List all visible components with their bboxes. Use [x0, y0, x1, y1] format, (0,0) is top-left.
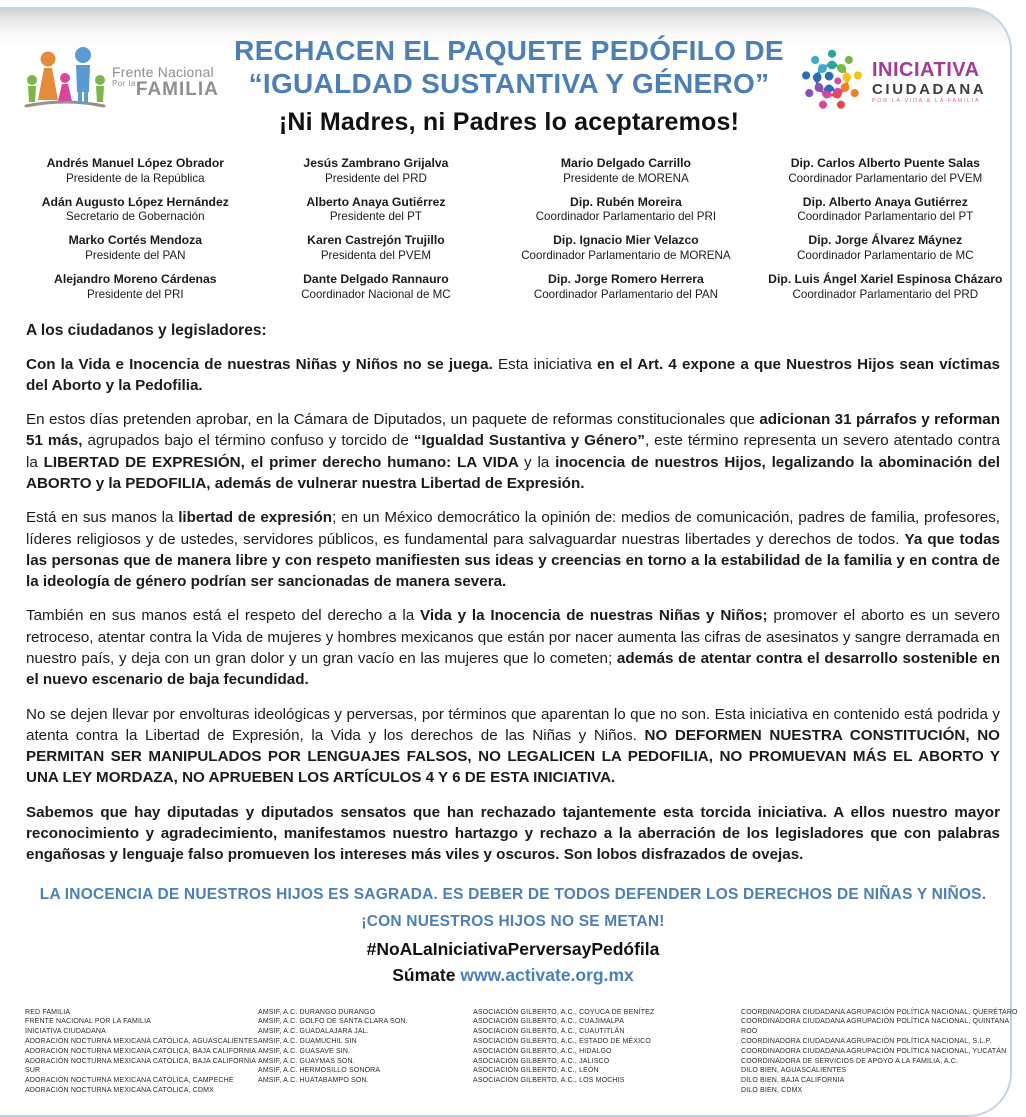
signatory: [499, 196, 752, 224]
org-item: RED FAMILIA: [25, 1008, 71, 1016]
signatory: [499, 157, 752, 185]
signatory-role: Coordinador Parlamentario del PRI: [535, 210, 717, 224]
org-item: ASOCIACIÓN GILBERTO, A.C., ESTADO DE MÉXICO: [473, 1037, 651, 1045]
signatory-name: Andrés Manuel López Obrador: [46, 156, 225, 171]
org-column-1: [25, 1008, 258, 1096]
signatory-role: Presidente del PT: [329, 210, 422, 224]
title-block: [220, 34, 798, 137]
cta-line1: LA INOCENCIA DE NUESTROS HIJOS ES SAGRADA. ES DEBER DE TODOS DEFENDER LOS DERECHOS DE NIÑAS Y NIÑOS.: [39, 885, 987, 903]
org-item: DILO BIEN, AGUASCALIENTES: [741, 1067, 847, 1075]
org-item: DILO BIEN, BAJA CALIFORNIA: [741, 1077, 845, 1085]
org-item: COORDINADORA CIUDADANA AGRUPACIÓN POLÍTICA NACIONAL, YUCATÁN: [741, 1047, 1007, 1055]
org-item: DILO BIEN, CDMX: [741, 1086, 803, 1094]
signatory-role: Coordinador Parlamentario del PRD: [792, 287, 979, 301]
body-paragraph-6: Sabemos que hay diputadas y diputados sensatos que han rechazado tajantemente esta torcida iniciativa. A ellos nuestro mayor reconocimiento y agradecimiento, manifestamos nuestro hartazgo y rechazo a la aberración de los legisladores que con palabras engañosas y lenguaje falso promueven los intereses más viles y oscuros. Son lobos disfrazados de ovejas.: [26, 803, 1000, 864]
signatory-name: Mario Delgado Carrillo: [560, 156, 691, 171]
signatory-name: Dip. Carlos Alberto Puente Salas: [790, 156, 980, 171]
signatory-name: Dip. Alberto Anaya Gutiérrez: [802, 194, 968, 209]
org-item: ASOCIACIÓN GILBERTO, A.C., CUAUTITLÁN: [473, 1028, 625, 1036]
activate-link[interactable]: www.activate.org.mx: [460, 964, 634, 985]
family-figures-icon: [22, 44, 108, 119]
supporting-organizations: [0, 1008, 1026, 1096]
signatories-grid: [0, 157, 1026, 312]
signatory: [759, 234, 1012, 262]
page-title-line2: “IGUALDAD SUSTANTIVA Y GÉNERO”: [248, 68, 770, 100]
signatory-name: Dip. Jorge Álvarez Máynez: [808, 233, 963, 248]
signatory-role: Presidenta del PVEM: [320, 249, 432, 262]
signatory-name: Karen Castrejón Trujillo: [307, 233, 445, 248]
signatory-name: Dip. Ignacio Mier Velazco: [553, 233, 699, 248]
org-item: ASOCIACIÓN GILBERTO, A.C., CUAJIMALPA: [473, 1018, 625, 1026]
org-column-4: [741, 1008, 1021, 1096]
signatory: [759, 157, 1012, 185]
org-item: AMSIF, A.C. DURANGO DURANGO: [258, 1008, 376, 1016]
signatory: [259, 273, 494, 301]
org-column-2: [258, 1008, 473, 1096]
signatory: [259, 196, 494, 224]
page-title-line1: RECHACEN EL PAQUETE PEDÓFILO DE: [234, 35, 784, 66]
org-column-3: [473, 1008, 741, 1096]
org-item: ASOCIACIÓN GILBERTO, A.C., HIDALGO: [473, 1047, 612, 1055]
body-paragraph-5: No se dejen llevar por envolturas ideológicas y perversas, por términos que aparentan lo que no son. Esta iniciativa en contenido está podrida y atenta contra la Libertad de Expresión, la Vida y los derechos de las Niñas y Niños. NO DEFORMEN NUESTRA CONSTITUCIÓN, NO PERMITAN SER MANIPULADOS POR LENGUAJES FALSOS, NO LEGALICEN LA PEDOFILIA, NO PROMUEVAN MÁS EL ABORTO Y UNA LEY MORDAZA, NO APRUEBEN LOS ARTÍCULOS 4 Y 6 DE ESTA INICIATIVA.: [26, 705, 1000, 787]
org-item: ASOCIACIÓN GILBERTO, A.C., LOS MOCHIS: [473, 1077, 625, 1085]
signatory-role: Presidente del PRI: [86, 287, 184, 301]
org-item: ADORACIÓN NOCTURNA MEXICANA CATÓLICA, BAJA CALIFORNIA SUR: [25, 1057, 256, 1075]
signatory-role: Coordinador Parlamentario de MC: [797, 249, 974, 262]
signatory-role: Coordinador Parlamentario del PT: [797, 210, 974, 224]
signatory: [18, 273, 253, 301]
org-item: ASOCIACIÓN GILBERTO, A.C., COYUCA DE BENÍTEZ: [473, 1008, 655, 1016]
org-item: AMSIF, A.C. HUATABAMPO SON.: [258, 1077, 369, 1085]
salutation: A los ciudadanos y legisladores:: [26, 321, 267, 339]
signatory: [499, 234, 752, 262]
org-item: AMSIF, A.C. GUAMUCHIL SIN: [258, 1037, 357, 1045]
signatory: [499, 273, 752, 301]
signatory-role: Coordinador Parlamentario del PVEM: [788, 171, 983, 185]
signatory-name: Jesús Zambrano Grijalva: [303, 156, 449, 171]
people-flower-icon: [798, 46, 866, 119]
page-title: [220, 34, 798, 100]
org-item: ADORACIÓN NOCTURNA MEXICANA CATÓLICA, AGUASCALIENTES: [25, 1037, 258, 1045]
signatories-column-4: [759, 157, 1012, 312]
signatory: [759, 196, 1012, 224]
signatory-name: Dip. Jorge Romero Herrera: [548, 271, 704, 286]
signatory-role: Coordinador Nacional de MC: [301, 287, 451, 301]
signatory-name: Alberto Anaya Gutiérrez: [306, 194, 446, 209]
header: [0, 34, 1026, 137]
signatory: [18, 157, 253, 185]
signatories-column-3: [499, 157, 752, 312]
signatory: [759, 273, 1012, 301]
signatory-role: Secretario de Gobernación: [66, 210, 205, 224]
iniciativa-line2: CIUDADANA: [872, 81, 987, 99]
cta-sumate: [0, 965, 1026, 986]
signatories-column-1: [18, 157, 253, 312]
org-item: AMSIF, A.C. GUAYMAS SON.: [258, 1057, 355, 1065]
signatory-role: Coordinador Parlamentario del PAN: [533, 287, 718, 301]
org-item: COORDINADORA CIUDADANA AGRUPACIÓN POLÍTICA NACIONAL, QUINTANA ROO: [741, 1018, 1009, 1036]
org-item: COORDINADORA DE SERVICIOS DE APOYO A LA FAMILIA, A.C.: [741, 1057, 959, 1065]
org-item: AMSIF, A.C. HERMOSILLO SONORA: [258, 1067, 381, 1075]
org-item: COORDINADORA CIUDADANA AGRUPACIÓN POLÍTICA NACIONAL, S.L.P.: [741, 1037, 992, 1045]
signatory-role: Coordinador Parlamentario de MORENA: [521, 249, 731, 262]
body-paragraph-4: También en sus manos está el respeto del derecho a la Vida y la Inocencia de nuestras Niñas y Niños; promover el aborto es un severo retroceso, atentar contra la Vida de mujeres y hombres mexicanos que están por nacer aumenta las cifras de asesinatos y sangre derramada en nuestro país, y deja con un gran dolor y un gran vacío en las mujeres que lo cometen; además de atentar contra el desarrollo sostenible en el nuevo escenario de baja fecundidad.: [26, 607, 1001, 689]
signatory-name: Dip. Luis Ángel Xariel Espinosa Cházaro: [768, 271, 1003, 286]
signatory: [259, 234, 494, 262]
org-item: INICIATIVA CIUDADANA: [25, 1028, 106, 1036]
signatory-name: Marko Cortés Mendoza: [68, 233, 203, 248]
body-paragraph-2: En estos días pretenden aprobar, en la Cámara de Diputados, un paquete de reformas constitucionales que adicionan 31 párrafos y reforman 51 más, agrupados bajo el término confuso y torcido de “Igualdad Sustantiva y Género”, este término representa un severo atentado contra la LIBERTAD DE EXPRESIÓN, el primer derecho humano: LA VIDA y la inocencia de nuestros Hijos, legalizando la abominación del ABORTO y la PEDOFILIA, además de vulnerar nuestra Libertad de Expresión.: [26, 411, 1000, 493]
signatory-role: Presidente de la República: [66, 171, 205, 185]
frente-nacional-logo: [22, 34, 220, 119]
signatories-column-2: [259, 157, 494, 312]
cta-line2: ¡CON NUESTROS HIJOS NO SE METAN!: [361, 912, 665, 930]
org-item: ASOCIACIÓN GILBERTO, A.C., LEÓN: [473, 1067, 599, 1075]
signatory-name: Dante Delgado Rannauro: [303, 271, 449, 286]
iniciativa-tagline: POR LA VIDA & LA FAMILIA: [872, 98, 981, 105]
body-text: [0, 322, 1026, 866]
org-item: ASOCIACIÓN GILBERTO, A.C., JALISCO: [473, 1057, 610, 1065]
signatory: [18, 196, 253, 224]
signatory: [259, 157, 494, 185]
signatory-name: Adán Augusto López Hernández: [41, 194, 229, 209]
iniciativa-line1: INICIATIVA: [872, 59, 980, 82]
frente-nacional-line1: Frente Nacional: [112, 63, 214, 80]
signatory-role: Presidente de MORENA: [563, 171, 689, 185]
iniciativa-ciudadana-wordmark: [872, 60, 986, 105]
signatory-role: Presidente del PRD: [325, 171, 427, 185]
signatory-name: Dip. Rubén Moreira: [570, 194, 682, 209]
org-item: FRENTE NACIONAL POR LA FAMILIA: [25, 1018, 151, 1026]
frente-nacional-line2: $^{Por la}$FAMILIA: [112, 78, 219, 100]
org-item: AMSIF, A.C. GUADALAJARA JAL.: [258, 1028, 369, 1036]
iniciativa-ciudadana-logo: [798, 34, 1010, 119]
signatory-name: Alejandro Moreno Cárdenas: [54, 271, 217, 286]
org-item: AMSIF, A.C. GUASAVE SIN.: [258, 1047, 351, 1055]
org-item: AMSIF, A.C. GOLFO DE SANTA CLARA SON.: [258, 1018, 408, 1026]
page-subtitle: ¡Ni Madres, ni Padres lo aceptaremos!: [278, 108, 740, 137]
sumate-label: Súmate: [392, 964, 456, 985]
call-to-action: [0, 886, 1026, 986]
cta-hashtag: #NoALaIniciativaPerversayPedófila: [366, 938, 660, 959]
signatory: [18, 234, 253, 262]
org-item: COORDINADORA CIUDADANA AGRUPACIÓN POLÍTICA NACIONAL, QUERÉTARO: [741, 1008, 1018, 1016]
frente-nacional-wordmark: [112, 65, 219, 99]
org-item: ADORACIÓN NOCTURNA MEXICANA CATÓLICA, BAJA CALIFORNIA: [25, 1047, 257, 1055]
org-item: ADORACIÓN NOCTURNA MEXICANA CATÓLICA, CAMPECHE: [25, 1077, 234, 1085]
body-paragraph-1: Con la Vida e Inocencia de nuestras Niñas y Niños no se juega. Esta iniciativa en el Art. 4 expone a que Nuestros Hijos sean víctimas del Aborto y la Pedofilia.: [26, 355, 1000, 394]
org-item: ADORACIÓN NOCTURNA MEXICANA CATÓLICA, CDMX: [25, 1086, 214, 1094]
body-paragraph-3: Está en sus manos la libertad de expresión; en un México democrático la opinión de: medios de comunicación, padres de familia, profesores, líderes religiosos y de ustedes, servidores públicos, es fundamental para salvaguardar nuestras libertades y derechos de todos. Ya que todas las personas que de manera libre y con respeto manifiesten sus ideas y creencias en torno a la estabilidad de la familia y en contra de la ideología de género podrían ser sancionadas de manera severa.: [26, 509, 1001, 591]
signatory-role: Presidente del PAN: [85, 249, 186, 262]
